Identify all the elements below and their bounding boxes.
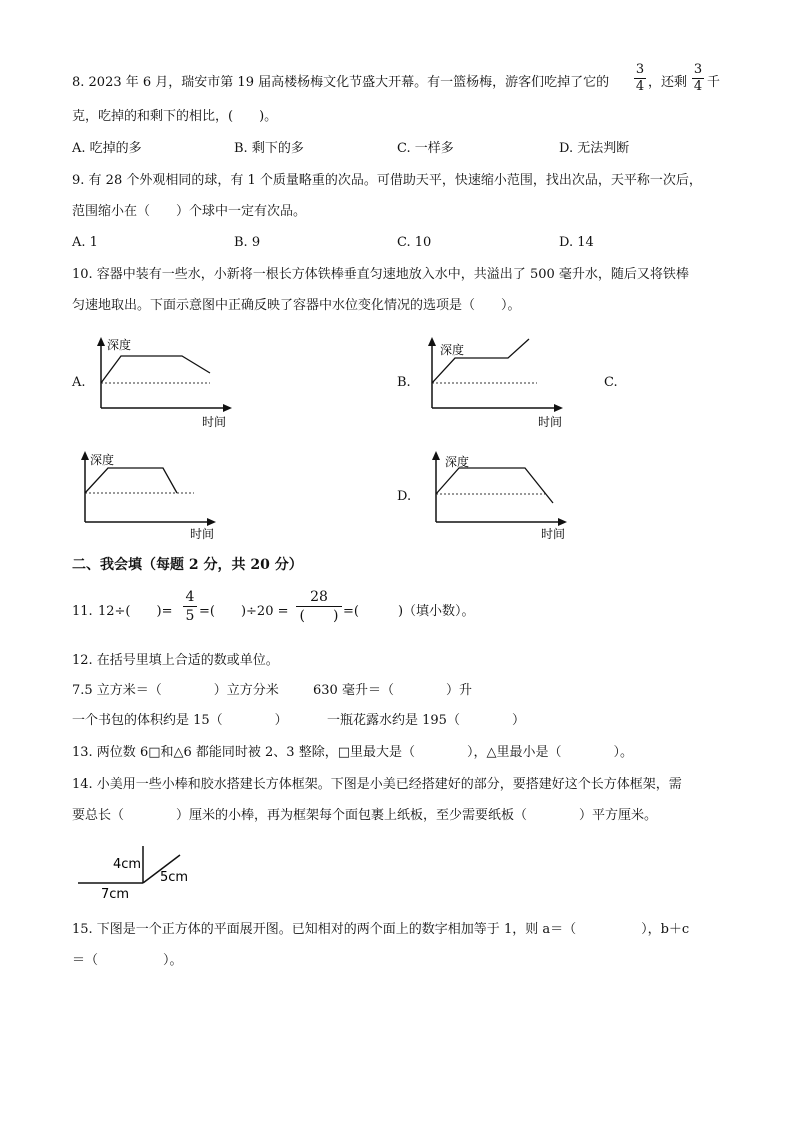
q9-line2-text: 范围缩小在（ ）个球中一定有次品。 — [72, 204, 307, 219]
q12-item-c: 一个书包的体积约是 15（ ） — [72, 713, 288, 728]
fraction-bar — [183, 606, 197, 607]
fraction-bar — [296, 606, 342, 607]
q10-graph-b — [421, 334, 571, 430]
fraction-denominator: 5 — [185, 608, 195, 624]
y-axis-label: 深度 — [107, 338, 132, 352]
x-axis-label: 时间 — [202, 415, 227, 429]
q10-label-b[interactable]: B. — [397, 375, 411, 390]
y-axis-arrow — [432, 451, 440, 460]
y-axis-label: 深度 — [90, 453, 115, 467]
q9-option-a[interactable]: A. 1 — [72, 235, 98, 250]
q10-label-a[interactable]: A. — [72, 375, 86, 390]
section-title: 二、我会填（每题 2 分，共 20 分） — [72, 557, 303, 573]
q8-mid-text: ，还剩 — [648, 75, 688, 90]
y-axis-arrow — [97, 337, 105, 346]
q9-option-c[interactable]: C. 10 — [397, 235, 432, 250]
q12-item-b: 630 毫升＝（ ）升 — [313, 683, 472, 698]
q11-number: 11. — [72, 604, 93, 619]
q9-option-b[interactable]: B. 9 — [234, 235, 261, 250]
q10-line1-text: 10. 容器中装有一些水，小新将一根长方体铁棒垂直匀速地放入水中，共溢出了 500 毫升水，随后又将铁棒 — [72, 267, 689, 282]
y-axis-arrow — [428, 337, 436, 346]
q8-line1-text: 8. 2023 年 6 月，瑞安市第 19 届高楼杨梅文化节盛大开幕。有一篮杨梅，游客们吃掉了它的 — [72, 75, 610, 90]
q15-line1-text: 15. 下图是一个正方体的平面展开图。已知相对的两个面上的数字相加等于 1，则 a＝（ ），b＋c — [72, 922, 690, 937]
x-axis-label: 时间 — [541, 527, 566, 541]
q8-line2-text: 克，吃掉的和剩下的相比，( )。 — [72, 109, 278, 124]
x-axis-arrow — [223, 404, 232, 412]
q9-option-d[interactable]: D. 14 — [559, 235, 594, 250]
fraction-numerator: 28 — [310, 589, 328, 605]
q10-graph-c — [74, 448, 224, 544]
q15-line2-text: ＝（ ）。 — [72, 953, 183, 968]
x-axis-label: 时间 — [190, 527, 215, 541]
q8-option-c[interactable]: C. 一样多 — [397, 141, 454, 156]
y-axis-arrow — [81, 451, 89, 460]
fraction-denominator: 4 — [693, 79, 703, 94]
q12-line1-text: 12. 在括号里填上合适的数或单位。 — [72, 653, 279, 668]
q9-line1-text: 9. 有 28 个外观相同的球，有 1 个质量略重的次品。可借助天平，快速缩小范围，找出次品，天平称一次后， — [72, 173, 702, 188]
fraction-numerator: 3 — [693, 62, 703, 77]
q14-frame-diagram — [72, 840, 202, 904]
fraction-numerator: 3 — [635, 62, 645, 77]
q8-fraction-eaten — [634, 63, 646, 94]
q8-fraction-left — [692, 63, 704, 94]
length-label: 7cm — [101, 887, 130, 902]
width-label: 5cm — [160, 870, 189, 885]
y-axis-label: 深度 — [440, 343, 465, 357]
x-axis-arrow — [554, 404, 563, 412]
y-axis-label: 深度 — [445, 455, 470, 469]
q14-line2-text: 要总长（ ）厘米的小棒，再为框架每个面包裹上纸板，至少需要纸板（ ）平方厘米。 — [72, 808, 658, 823]
q8-option-a[interactable]: A. 吃掉的多 — [72, 141, 142, 156]
q12-item-d: 一瓶花露水约是 195（ ） — [327, 713, 525, 728]
q11-fraction-28 — [296, 589, 342, 624]
q11-fraction-4-5 — [183, 589, 197, 624]
x-axis-arrow — [207, 518, 216, 526]
q10-label-d[interactable]: D. — [397, 489, 412, 504]
q12-item-a: 7.5 立方米＝（ ）立方分米 — [72, 683, 279, 698]
q10-graph-d — [425, 448, 575, 544]
depth-curve — [85, 468, 177, 493]
fraction-denominator-blank[interactable]: ( ) — [299, 608, 339, 624]
q8-option-b[interactable]: B. 剩下的多 — [234, 141, 304, 156]
depth-curve — [101, 356, 210, 383]
q11-part2: =( )÷20 = — [199, 604, 289, 619]
x-axis-label: 时间 — [538, 415, 563, 429]
q8-option-d[interactable]: D. 无法判断 — [559, 141, 630, 156]
q10-line2-text: 匀速地取出。下面示意图中正确反映了容器中水位变化情况的选项是（ ）。 — [72, 298, 521, 313]
q13-text: 13. 两位数 6□和△6 都能同时被 2、3 整除，□里最大是（ ），△里最小是（ ）。 — [72, 745, 633, 760]
q10-label-c[interactable]: C. — [604, 375, 618, 390]
q10-graph-a — [90, 334, 240, 430]
fraction-numerator: 4 — [185, 589, 195, 605]
x-axis-arrow — [558, 518, 567, 526]
height-label: 4cm — [113, 857, 142, 872]
q11-part3: =( )（填小数）。 — [343, 604, 475, 619]
depth-curve — [436, 468, 553, 503]
q11-part1: 12÷( )= — [98, 604, 173, 619]
q8-end-text: 千 — [707, 75, 721, 90]
q14-line1-text: 14. 小美用一些小棒和胶水搭建长方体框架。下图是小美已经搭建好的部分，要搭建好这个长方体框架，需 — [72, 777, 682, 792]
fraction-denominator: 4 — [635, 79, 645, 94]
